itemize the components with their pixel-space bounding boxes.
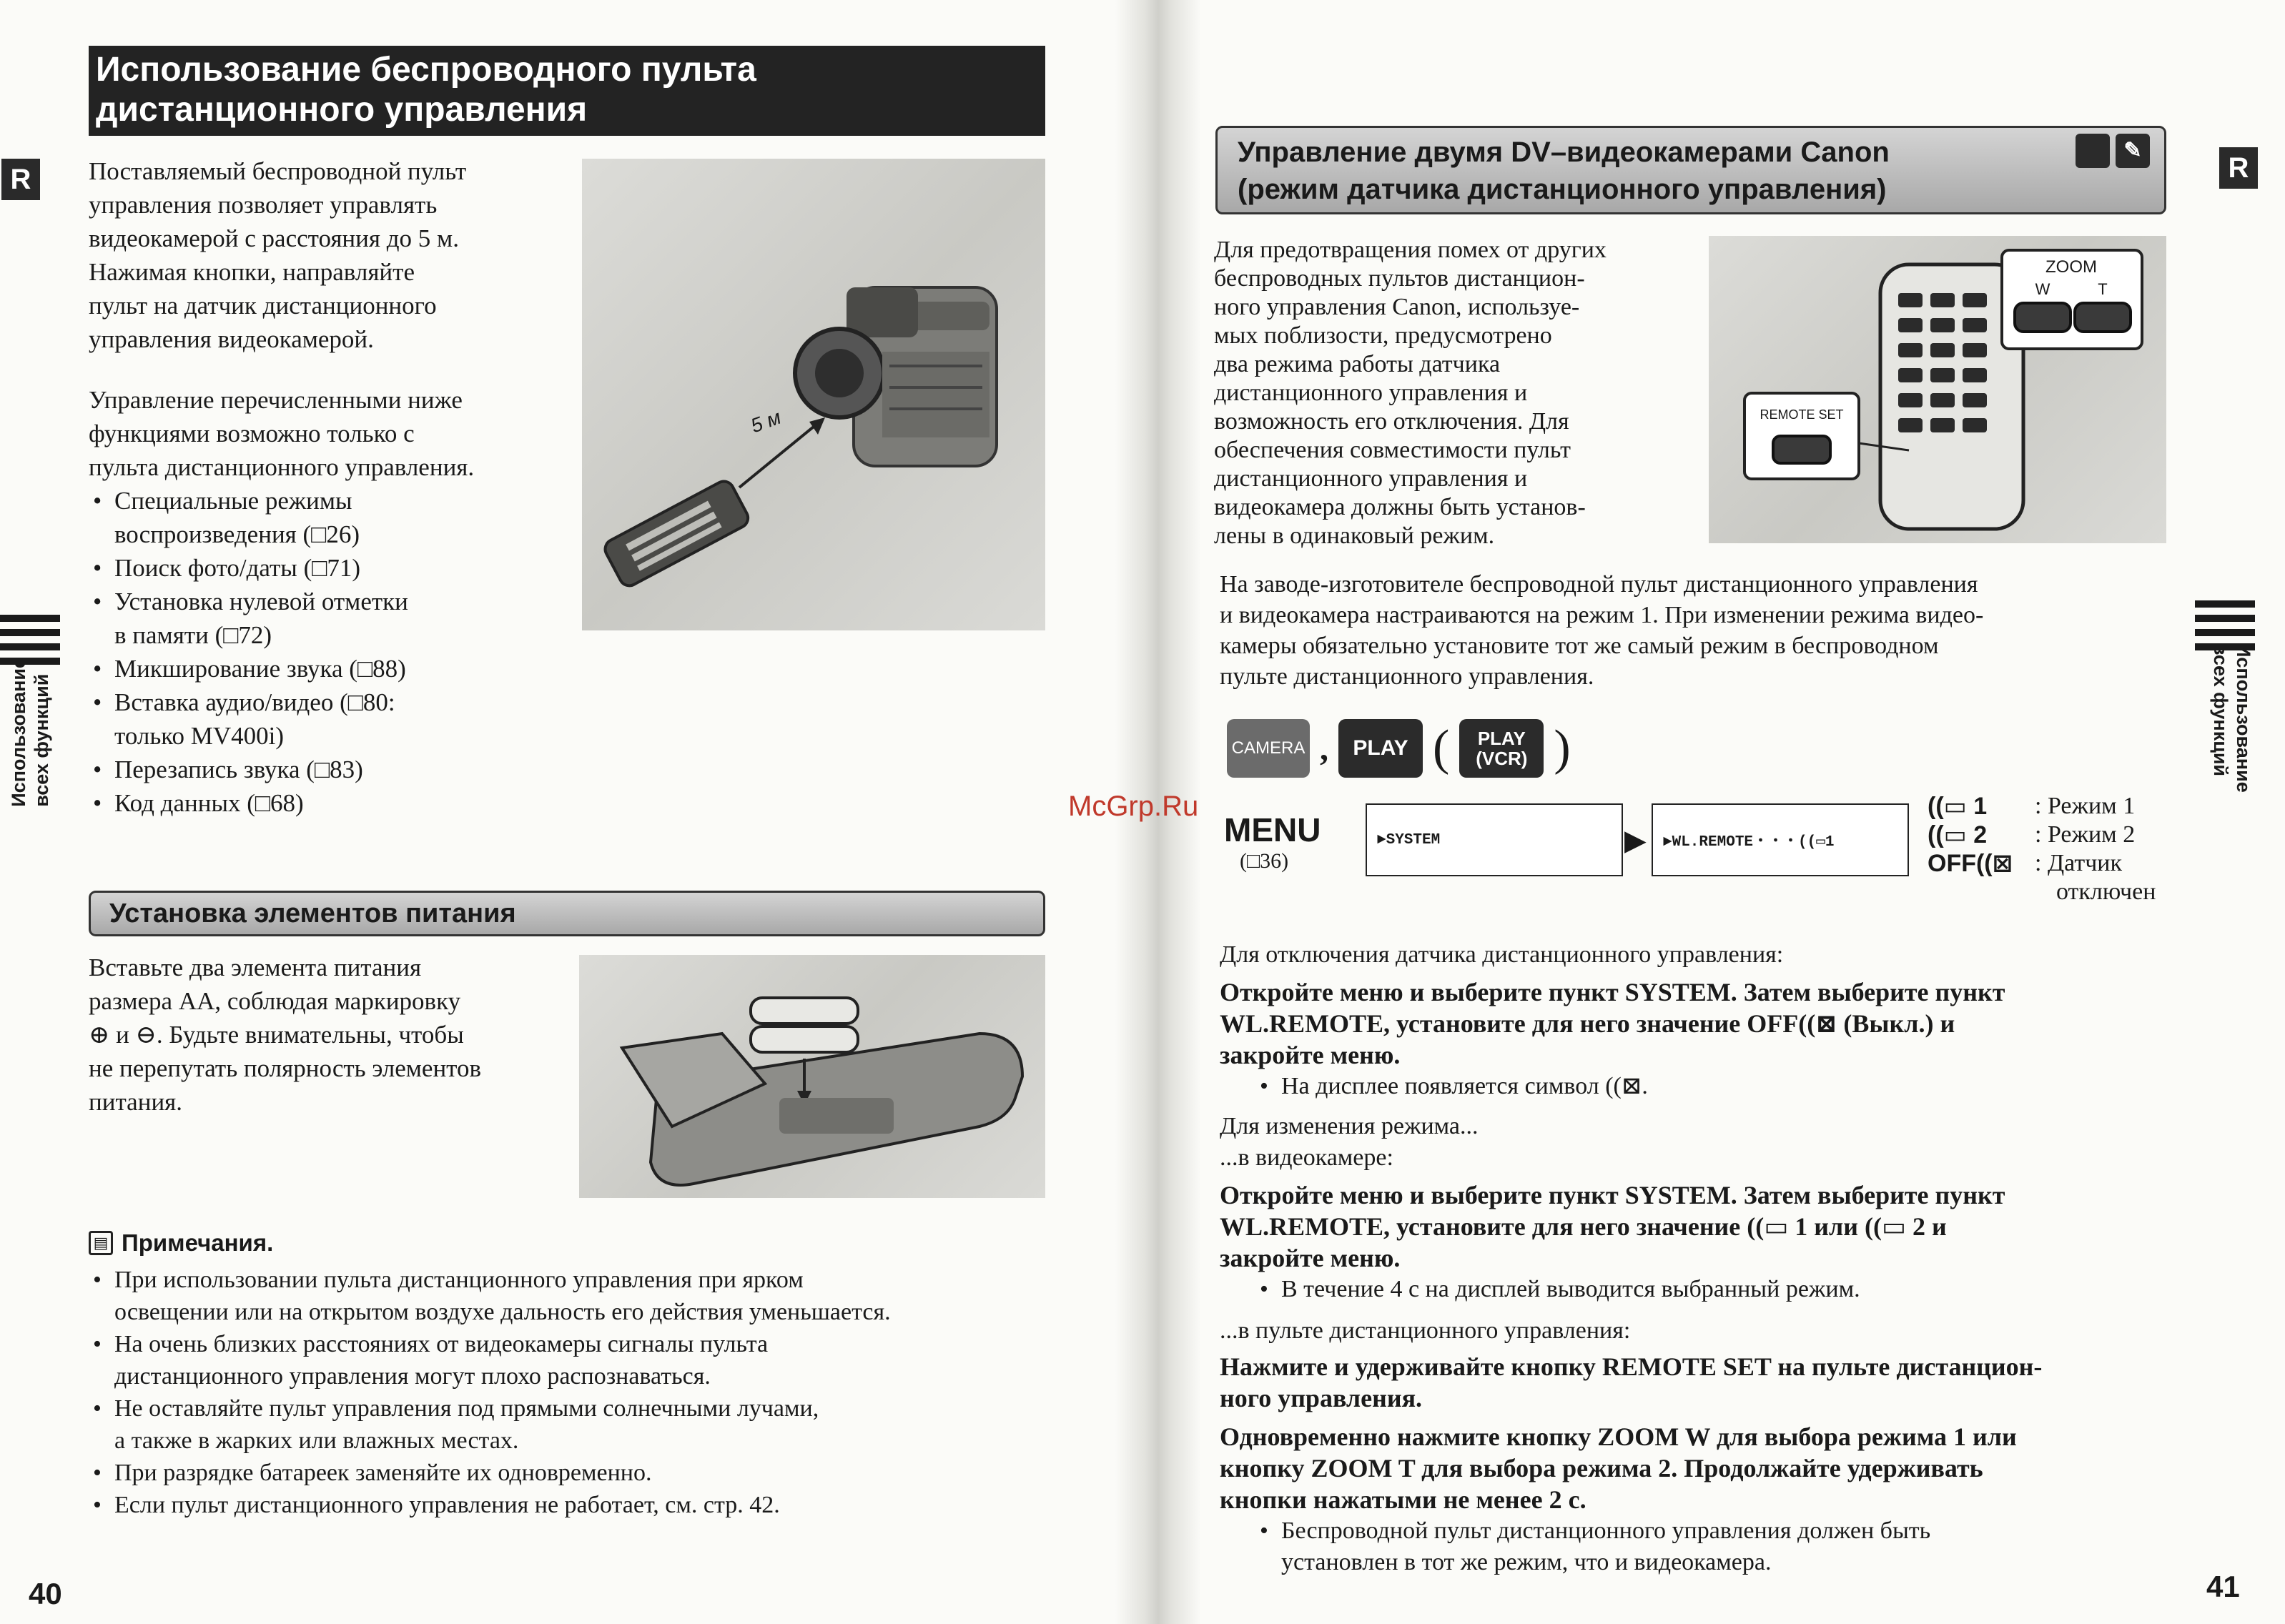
remote-step-1: Нажмите и удерживайте кнопку REMOTE SET на пульте дистанцион- ного управления. — [1220, 1352, 2043, 1412]
list-item: • При использовании пульта дистанционного управления при ярком освещении или на открытом воздухе дальность его действия уменьшается. — [89, 1264, 1061, 1328]
factory-text: На заводе-изготовителе беспроводной пульт дистанционного управления и видеокамера настраиваются на режим 1. При изменении режима видео- камеры обязательно установите тот же самый режим в беспроводном пульте дистанционного управления. — [1220, 571, 1984, 690]
option-row: OFF((⊠ : Датчик — [1928, 850, 2123, 877]
distance-label: 5 м — [747, 405, 784, 437]
option-off-continued: отключен — [2056, 878, 2156, 905]
right-intro-text: Для предотвращения помех от других беспроводных пультов дистанцион- ного управления Canon, используе- мых поблизости, предусмотрено два режима работы датчика дистанционного управления и возможность его отключения. Для обеспечения совместимости пульт дистанционного управления и видеокамера должны быть установ- лены в одинаковый режим. — [1214, 237, 1607, 549]
option-row: ((▭ 1 : Режим 1 — [1928, 793, 2136, 820]
watermark: McGrp.Ru — [1068, 791, 1199, 822]
remote-set-label: REMOTE SET — [1760, 407, 1844, 422]
functions-list — [89, 484, 603, 820]
list-item: • В течение 4 с на дисплей выводится выбранный режим. — [1255, 1274, 2171, 1305]
mode-icons — [2076, 134, 2150, 168]
camcorder-remote-illustration — [582, 159, 1045, 630]
lcd-system: ►SYSTEM — [1366, 803, 1623, 876]
lcd-remote: ►WL.REMOTE・・・((▭1 — [1652, 803, 1909, 876]
option-row: ((▭ 2 : Режим 2 — [1928, 821, 2136, 848]
instructions — [1220, 939, 2171, 1578]
section-tab-left: R — [1, 159, 40, 200]
mode-options — [1928, 792, 2171, 906]
play-mode-button: PLAY — [1338, 719, 1423, 778]
remote-illustration — [1709, 236, 2166, 543]
list-item: • На дисплее появляется символ ((⊠. — [1255, 1071, 2171, 1102]
list-item: • Беспроводной пульт дистанционного управления должен быть установлен в тот же режим, что и видеокамера. — [1255, 1515, 2171, 1578]
page-number-right: 41 — [2206, 1570, 2240, 1603]
left-page-title: Использование беспроводного пульта дистанционного управления — [89, 46, 1045, 136]
menu-page-ref: (□36) — [1240, 849, 1289, 873]
right-page-title: Управление двумя DV–видеокамерами Canon (режим датчика дистанционного управления) ✎ — [1215, 126, 2166, 214]
battery-illustration — [579, 955, 1045, 1198]
side-label-right: Использование всех функций — [2210, 643, 2254, 793]
list-item: • Установка нулевой отметки в памяти (□72) — [89, 585, 603, 652]
page-number-left: 40 — [29, 1577, 62, 1610]
play-vcr-button: PLAY (VCR) — [1459, 719, 1544, 778]
in-remote-label: ...в пульте дистанционного управления: — [1220, 1317, 1631, 1344]
camcorder-illustration — [582, 159, 1045, 630]
menu-label: MENU — [1224, 811, 1321, 848]
list-item: • Вставка аудио/видео (□80: только MV400i) — [89, 685, 603, 753]
remote-step-2: Одновременно нажмите кнопку ZOOM W для выбора режима 1 или кнопку ZOOM T для выбора режима 2. Продолжайте удерживать кнопки нажатыми не менее 2 с. — [1220, 1422, 2017, 1514]
list-item: • Микширование звука (□88) — [89, 652, 603, 685]
menu-arrow-icon: ▶ — [1624, 824, 1647, 856]
section-tab-right: R — [2219, 147, 2258, 189]
disable-note-list — [1220, 1071, 2171, 1102]
zoom-w-label: W — [2035, 280, 2050, 298]
list-item: • На очень близких расстояниях от видеокамеры сигналы пульта дистанционного управления могут плохо распознаваться. — [89, 1328, 1061, 1392]
list-item: • Перезапись звука (□83) — [89, 753, 603, 786]
camera-note-list — [1220, 1274, 2171, 1305]
battery-heading: Установка элементов питания — [89, 891, 1045, 936]
side-label-left: Использование всех функций — [8, 658, 52, 807]
mode-buttons — [1227, 719, 1571, 778]
disable-heading: Для отключения датчика дистанционного управления: — [1220, 941, 1784, 968]
change-heading: Для изменения режима... — [1220, 1113, 1479, 1139]
remote-note-list — [1220, 1515, 2171, 1578]
tape-mode-icon — [2076, 134, 2110, 168]
functions-block: Управление перечисленными ниже функциями возможно только с пульта дистанционного управления. • Специальные режимы воспроизведения (□26) • Поиск фото/даты (□71) • Установка нулевой отметки в памяти (□72) • Микширование звука (□88) • Вставка аудио/видео (□80: только MV400i) • Перезапись звука (□83) • Код данных (□68) — [89, 383, 603, 820]
list-item: • Код данных (□68) — [89, 786, 603, 820]
notes-list-container — [89, 1264, 1061, 1521]
camera-mode-button: CAMERA — [1227, 719, 1310, 778]
paren-open: ( — [1433, 721, 1450, 776]
list-item: • Если пульт дистанционного управления не работает, см. стр. 42. — [89, 1489, 1061, 1521]
notes-heading: ▤ Примечания. — [89, 1229, 273, 1257]
list-item: • При разрядке батареек заменяйте их одновременно. — [89, 1457, 1061, 1489]
comma-separator: , — [1320, 729, 1328, 768]
in-camera-label: ...в видеокамере: — [1220, 1144, 1393, 1171]
list-item: • Специальные режимы воспроизведения (□26) — [89, 484, 603, 551]
disable-step: Откройте меню и выберите пункт SYSTEM. Затем выберите пункт WL.REMOTE, установите для него значение OFF((⊠ (Выкл.) и закройте меню. — [1220, 978, 2005, 1069]
notes-list — [89, 1264, 1061, 1521]
paren-close: ) — [1554, 721, 1571, 776]
camera-step: Откройте меню и выберите пункт SYSTEM. Затем выберите пункт WL.REMOTE, установите для него значение ((▭ 1 или ((▭ 2 и закройте меню. — [1220, 1181, 2005, 1272]
zoom-t-label: T — [2098, 280, 2108, 298]
battery-remote-drawing — [579, 955, 1045, 1198]
battery-text: Вставьте два элемента питания размера AA, соблюдая маркировку ⊕ и ⊖. Будьте внимательны, чтобы не перепутать полярность элементов питания. — [89, 954, 482, 1116]
intro-text: Поставляемый беспроводной пульт управления позволяет управлять видеокамерой с расстояния до 5 м. Нажимая кнопки, направляйте пульт на датчик дистанционного управления видеокамерой. — [89, 157, 467, 353]
pencil-icon: ✎ — [2116, 134, 2150, 168]
notes-icon: ▤ — [89, 1231, 113, 1255]
zoom-label: ZOOM — [2045, 257, 2097, 277]
list-item: • Поиск фото/даты (□71) — [89, 551, 603, 585]
list-item: • Не оставляйте пульт управления под прямыми солнечными лучами, а также в жарких или влажных местах. — [89, 1392, 1061, 1457]
